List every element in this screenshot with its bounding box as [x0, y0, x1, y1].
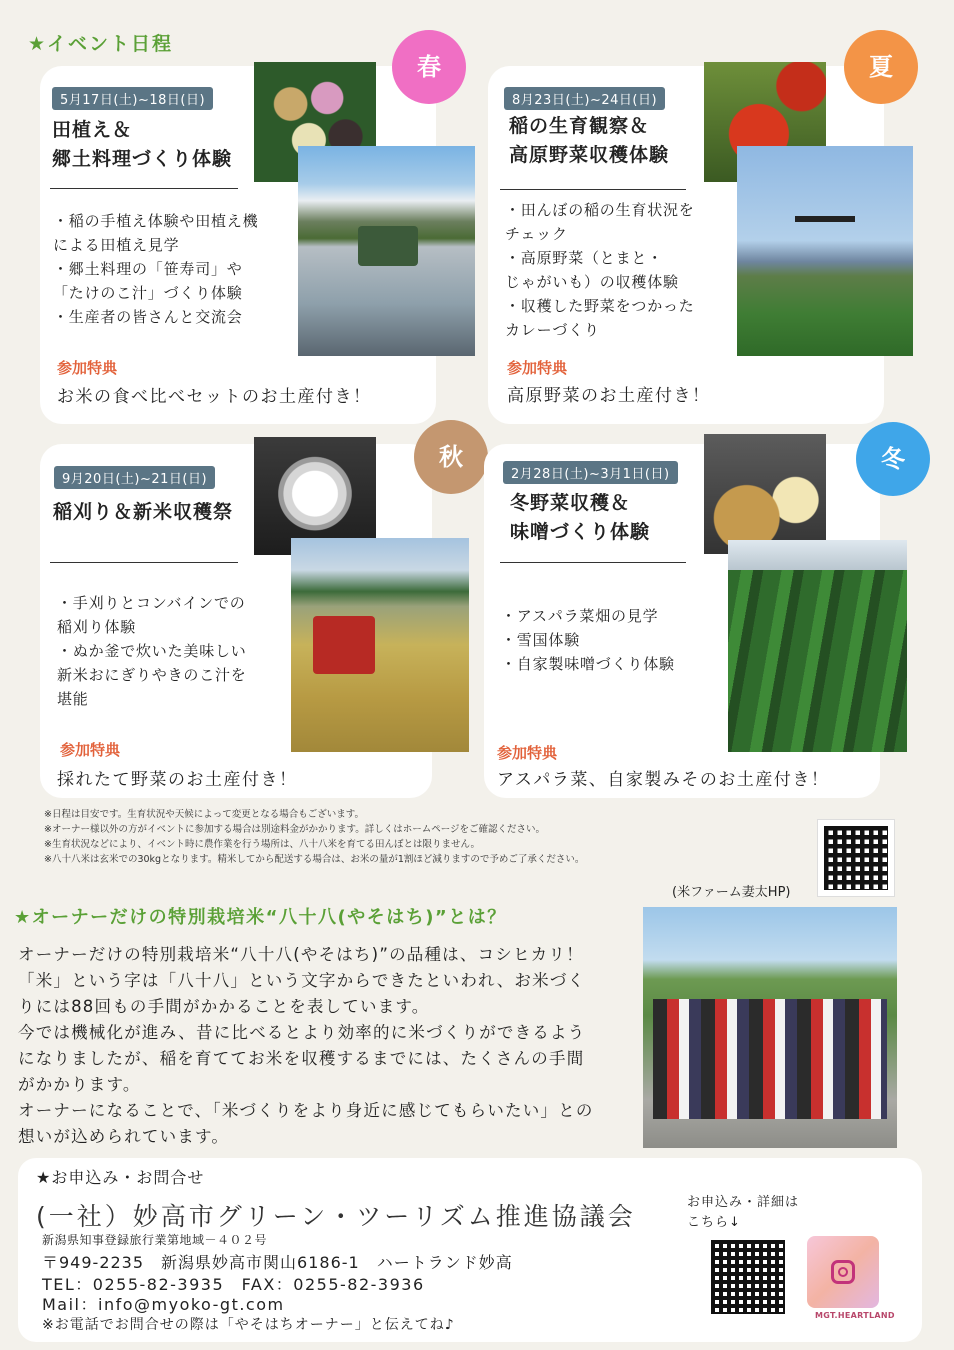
email-link[interactable]: Mail：info@myoko-gt.com	[42, 1295, 285, 1314]
winter-season-badge: 冬	[856, 422, 930, 496]
autumn-divider	[50, 562, 238, 563]
harvest-photo	[291, 538, 469, 752]
organization-name: (一社）妙高市グリーン・ツーリズム推進協議会	[36, 1202, 636, 1231]
miso-photo	[704, 434, 826, 554]
about-body: オーナーだけの特別栽培米“八十八(やそはち)”の品種は、コシヒカリ！ 「米」という字は「八十八」という文字からできたといわれ、お米づく りには88回もの手間がかかることを表しています。 今では機械化が進み、昔に比べるとより効率的に米づくりができるよう になりましたが、稲を育ててお米を収穫するまでには、たくさんの手間 がかかります。 オーナーになることで、「米づくりをより身近に感じてもらいたい」との 想いが込められています。	[18, 945, 594, 1146]
autumn-bullets: ・手刈りとコンバインでの 稲刈り体験 ・ぬか釜で炊いた美味しい 新米おにぎりやきのこ汁を 堪能	[57, 594, 247, 708]
instagram-icon	[831, 1260, 855, 1284]
combine-shape	[313, 616, 375, 674]
autumn-perk-label: 参加特典	[60, 741, 121, 759]
address: 〒949-2235 新潟県妙高市関山6186-1 ハートランド妙高	[42, 1253, 513, 1272]
drone-photo	[737, 146, 913, 356]
travel-license: 新潟県知事登録旅行業第地域－４０２号	[42, 1233, 268, 1247]
greenhouse-roof	[728, 540, 907, 570]
winter-date: 2月28日(土)~3月1日(日)	[503, 461, 678, 484]
autumn-title: 稲刈り＆新米収穫祭	[53, 501, 234, 523]
about-heading: ★オーナーだけの特別栽培米“八十八(やそはち)”とは？	[14, 907, 507, 928]
spring-title: 田植え＆ 郷土料理づくり体験	[52, 119, 233, 170]
drone-shape	[795, 216, 855, 222]
events-heading: ★イベント日程	[28, 33, 174, 55]
summer-season-badge: 夏	[844, 30, 918, 104]
rice-planter-shape	[358, 226, 418, 266]
apply-prompt: お申込み・詳細は こちら↓	[687, 1195, 800, 1230]
event-notes: ※日程は目安です。生育状況や天候によって変更となる場合もございます。 ※オーナー様以外の方がイベントに参加する場合は別途料金がかかります。詳しくはホームページをご確認ください。 ※生育状況などにより、イベント時に農作業を行う場所は、八十八米を育てる田んぼとは限りません。 ※八十八米は玄米での30kgとなります。精米してから配送する場合は、お米の量が1割ほど減りますので予めご了承ください。	[44, 809, 585, 865]
group-photo	[643, 907, 897, 1148]
farm-qr-caption: (米ファーム妻太HP)	[672, 885, 791, 900]
farm-hp-qr-code[interactable]	[818, 820, 894, 896]
winter-perk-label: 参加特典	[497, 744, 558, 762]
instagram-label: MGT.HEARTLAND	[815, 1311, 895, 1320]
greenhouse-photo	[728, 540, 907, 752]
summer-divider	[500, 189, 686, 190]
autumn-perk: 採れたて野菜のお土産付き！	[57, 770, 298, 790]
summer-perk: 高原野菜のお土産付き！	[507, 386, 711, 406]
winter-divider	[500, 562, 686, 563]
spring-bullets: ・稲の手植え体験や田植え機 による田植え見学 ・郷土料理の「笹寿司」や 「たけのこ汁」づくり体験 ・生産者の皆さんと交流会	[53, 212, 259, 326]
winter-title: 冬野菜収穫＆ 味噌づくり体験	[510, 492, 651, 543]
autumn-season-badge: 秋	[414, 420, 488, 494]
tel-fax[interactable]: TEL：0255-82-3935 FAX：0255-82-3936	[42, 1275, 425, 1294]
spring-season-badge: 春	[392, 30, 466, 104]
summer-bullets: ・田んぼの稲の生育状況を チェック ・高原野菜（とまと・ じゃがいも）の収穫体験 ・収穫した野菜をつかった カレーづくり	[505, 201, 695, 339]
summer-title: 稲の生育観察＆ 高原野菜収穫体験	[509, 115, 670, 166]
autumn-date: 9月20日(土)~21日(日)	[54, 466, 215, 489]
application-qr-code[interactable]	[711, 1240, 785, 1314]
summer-perk-label: 参加特典	[507, 359, 568, 377]
instagram-qr-code[interactable]	[807, 1236, 879, 1308]
contact-heading: ★お申込み・お問合せ	[36, 1168, 205, 1187]
winter-perk: アスパラ菜、自家製みそのお土産付き！	[497, 770, 830, 790]
group-people-shape	[653, 999, 887, 1119]
spring-perk: お米の食べ比べセットのお土産付き！	[57, 387, 372, 407]
spring-date: 5月17日(土)~18日(日)	[52, 87, 213, 110]
rice-planting-photo	[298, 146, 475, 356]
winter-bullets: ・アスパラ菜畑の見学 ・雪国体験 ・自家製味噌づくり体験	[501, 607, 675, 673]
spring-perk-label: 参加特典	[57, 359, 118, 377]
summer-date: 8月23日(土)~24日(日)	[504, 87, 665, 110]
phone-note: ※お電話でお問合せの際は「やそはちオーナー」と伝えてね♪	[42, 1317, 455, 1333]
spring-divider	[50, 188, 238, 189]
